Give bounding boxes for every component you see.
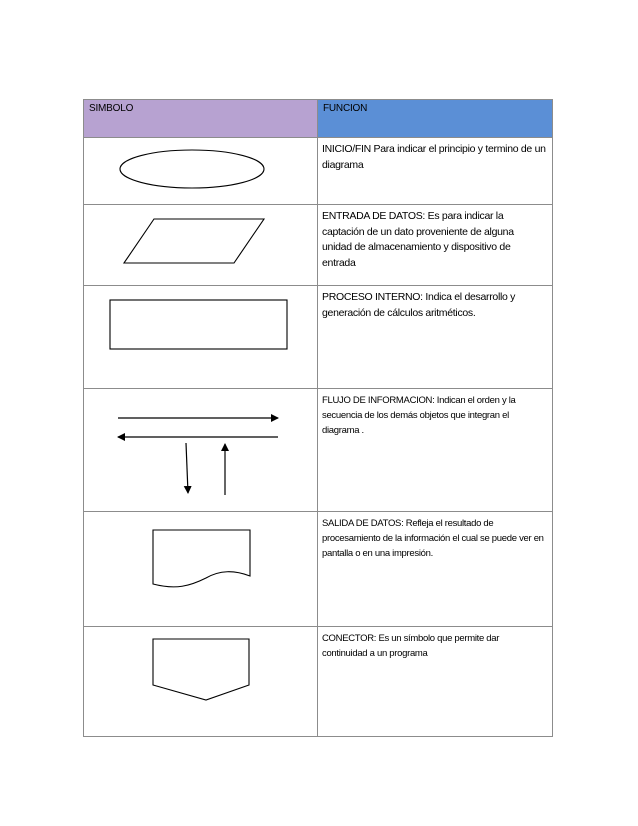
description-cell xyxy=(318,286,553,389)
table-row xyxy=(84,627,553,737)
description-cell xyxy=(318,512,553,627)
table-row xyxy=(84,205,553,286)
offpage-connector-icon xyxy=(84,627,318,737)
symbol-cell xyxy=(84,389,318,512)
oval-terminal-icon xyxy=(84,138,318,205)
row-description: PROCESO INTERNO: Indica el desarrollo y generación de cálculos aritméticos. xyxy=(322,291,516,319)
symbol-cell xyxy=(84,205,318,286)
header-symbol-label: SIMBOLO xyxy=(89,103,134,114)
table-row xyxy=(84,138,553,205)
description-cell xyxy=(318,138,553,205)
description-cell xyxy=(318,627,553,737)
parallelogram-io-icon xyxy=(84,205,318,286)
symbol-cell xyxy=(84,138,318,205)
symbol-cell xyxy=(84,627,318,737)
table-header-row xyxy=(84,100,553,138)
row-description: SALIDA DE DATOS: Refleja el resultado de procesamiento de la información el cual se puede ver en pantalla o en una impresión. xyxy=(322,518,544,559)
table-row xyxy=(84,389,553,512)
row-description: FLUJO DE INFORMACION: Indican el orden y la secuencia de los demás objetos que integran el diagrama . xyxy=(322,395,516,436)
description-cell xyxy=(318,389,553,512)
table-row xyxy=(84,512,553,627)
symbol-cell xyxy=(84,286,318,389)
row-description: CONECTOR: Es un símbolo que permite dar continuidad a un programa xyxy=(322,633,500,659)
header-function-label: FUNCION xyxy=(323,103,368,114)
description-cell xyxy=(318,205,553,286)
flow-arrows-icon xyxy=(84,389,318,512)
rectangle-process-icon xyxy=(84,286,318,389)
table-row xyxy=(84,286,553,389)
row-description: ENTRADA DE DATOS: Es para indicar la captación de un dato proveniente de alguna unidad de almacenamiento y dispositivo de entrada xyxy=(322,210,514,269)
header-symbol-cell xyxy=(84,100,318,138)
symbol-cell xyxy=(84,512,318,627)
document-output-icon xyxy=(84,512,318,627)
row-description: INICIO/FIN Para indicar el principio y termino de un diagrama xyxy=(322,143,546,171)
header-function-cell xyxy=(318,100,553,138)
flowchart-symbols-table xyxy=(83,99,553,737)
